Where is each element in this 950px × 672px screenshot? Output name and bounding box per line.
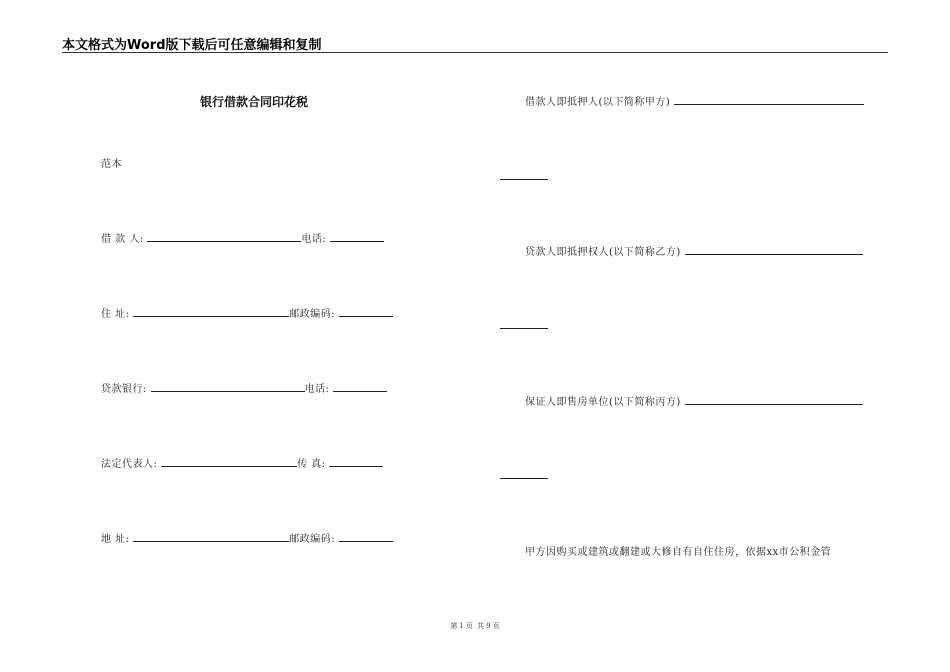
lending-bank-field — [151, 381, 305, 392]
mortgagor-field-continuation — [500, 179, 548, 180]
guarantor-label: 保证人即售房单位(以下简称丙方) — [525, 397, 681, 408]
mortgagee-label: 贷款人即抵押权人(以下简称乙方) — [525, 247, 681, 258]
address-label: 住 址: — [101, 309, 130, 320]
legal-rep-field — [161, 456, 297, 467]
legal-rep-row — [101, 455, 383, 470]
mortgagee-row — [525, 243, 863, 258]
lending-bank-row — [101, 380, 387, 395]
mortgagor-row — [525, 93, 864, 108]
mortgagor-label: 借款人即抵押人(以下简称甲方) — [525, 97, 671, 108]
guarantor-field-continuation — [500, 478, 548, 479]
footer-total-unit: 页 — [492, 622, 500, 630]
guarantor-row — [525, 393, 863, 408]
address-row — [101, 305, 393, 320]
footer-page-unit: 页 — [465, 622, 473, 630]
footer-prefix: 第 — [450, 622, 458, 630]
footer-total-prefix: 共 — [477, 622, 485, 630]
header-text: 本文格式为Word版下载后可任意编辑和复制 — [62, 38, 322, 53]
footer-total-pages: 9 — [486, 622, 491, 630]
mortgagee-field-continuation — [500, 328, 548, 329]
bank-address-row — [101, 530, 393, 545]
footer-page-number: 1 — [459, 622, 464, 630]
fan-ben-label: 范本 — [101, 159, 122, 170]
bank-phone-field — [333, 381, 387, 392]
address-postcode-field — [339, 306, 393, 317]
borrower-phone-label: 电话: — [301, 234, 327, 245]
document-title: 银行借款合同印花税 — [200, 95, 309, 109]
borrower-field — [147, 231, 301, 242]
bank-address-label: 地 址: — [101, 534, 130, 545]
fax-field — [329, 456, 383, 467]
bank-phone-label: 电话: — [304, 384, 330, 395]
fax-label: 传 真: — [297, 459, 326, 470]
mortgagee-field — [685, 244, 863, 255]
borrower-row — [101, 230, 384, 245]
borrower-label: 借 款 人: — [101, 234, 144, 245]
page-footer — [0, 621, 950, 631]
bank-address-field — [133, 531, 289, 542]
legal-rep-label: 法定代表人: — [101, 459, 158, 470]
lending-bank-label: 贷款银行: — [101, 384, 147, 395]
address-postcode-label: 邮政编码: — [289, 309, 336, 320]
mortgagor-field — [674, 94, 864, 105]
bank-postcode-label: 邮政编码: — [289, 534, 336, 545]
guarantor-field — [685, 394, 863, 405]
address-field — [133, 306, 289, 317]
bank-postcode-field — [339, 531, 393, 542]
borrower-phone-field — [330, 231, 384, 242]
page-header — [62, 34, 888, 53]
body-paragraph: 甲方因购买或建筑或翻建或大修自有自住住房，依据xx市公积金管 — [525, 547, 832, 558]
